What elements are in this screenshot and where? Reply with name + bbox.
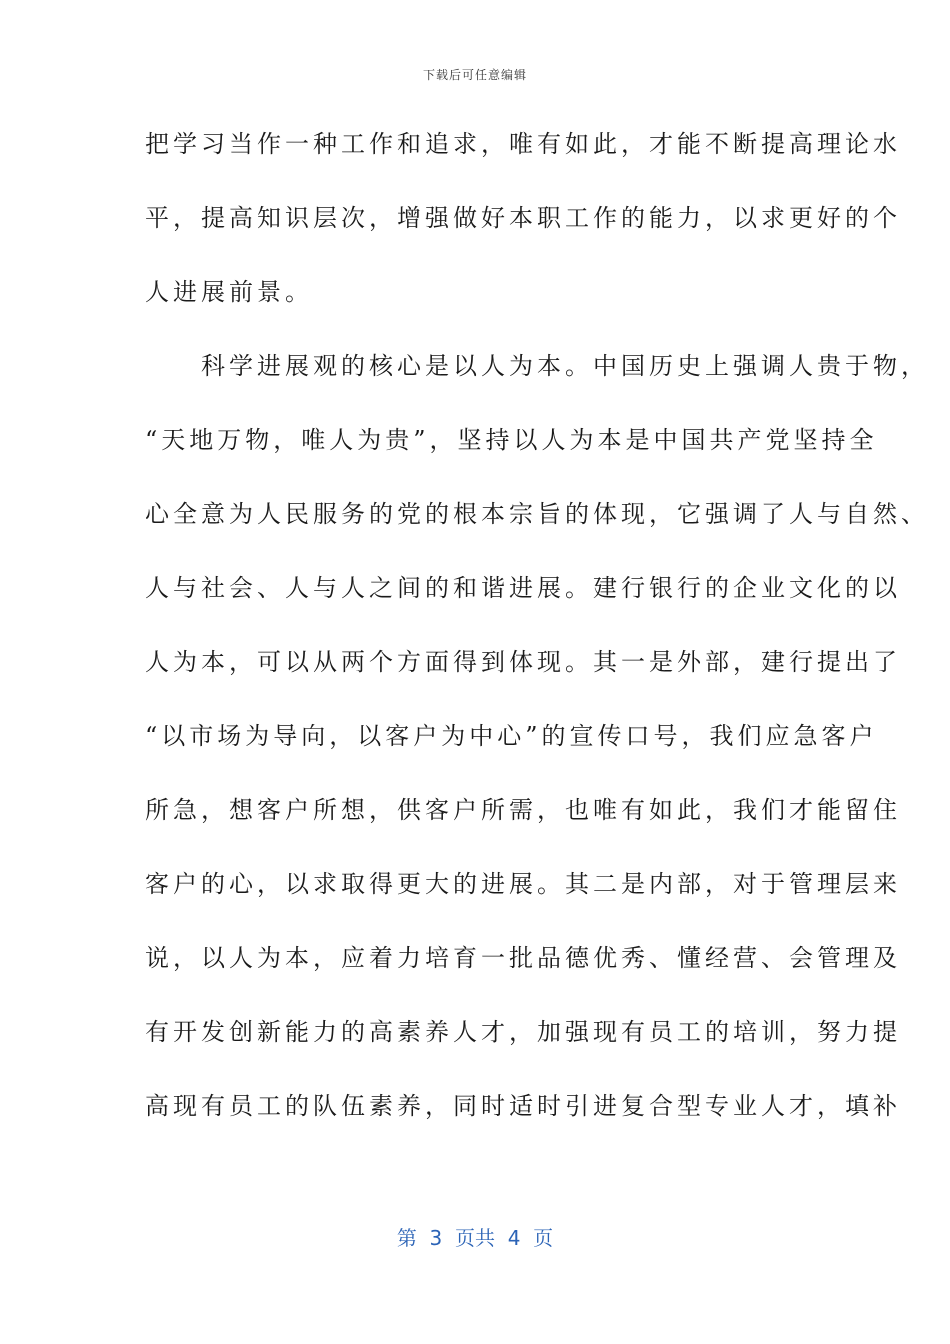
text-line: 人进展前景。 <box>145 278 313 306</box>
text-line: 客户的心，以求取得更大的进展。其二是内部，对于管理层来 <box>145 870 901 898</box>
text-line: “以市场为导向，以客户为中心”的宣传口号，我们应急客户 <box>145 722 878 750</box>
text-line: 人为本，可以从两个方面得到体现。其一是外部，建行提出了 <box>145 648 901 676</box>
page-number-footer: 第 3 页共 4 页 <box>396 1226 554 1250</box>
text-line: “天地万物，唯人为贵”，坚持以人为本是中国共产党坚持全 <box>145 426 878 454</box>
text-line: 心全意为人民服务的党的根本宗旨的体现，它强调了人与自然、 <box>145 500 929 528</box>
text-line: 科学进展观的核心是以人为本。中国历史上强调人贵于物， <box>145 352 929 380</box>
text-line: 所急，想客户所想，供客户所需，也唯有如此，我们才能留住 <box>145 796 901 824</box>
page-header: 下载后可任意编辑 <box>422 68 527 82</box>
text-line: 高现有员工的队伍素养，同时适时引进复合型专业人才，填补 <box>145 1092 901 1120</box>
text-line: 平，提高知识层次，增强做好本职工作的能力，以求更好的个 <box>145 204 901 232</box>
text-line: 说，以人为本，应着力培育一批品德优秀、懂经营、会管理及 <box>145 944 901 972</box>
document-body <box>145 112 929 1148</box>
text-line: 把学习当作一种工作和追求，唯有如此，才能不断提高理论水 <box>145 130 901 158</box>
text-line: 人与社会、人与人之间的和谐进展。建行银行的企业文化的以 <box>145 574 901 602</box>
text-line: 有开发创新能力的高素养人才，加强现有员工的培训，努力提 <box>145 1018 901 1046</box>
